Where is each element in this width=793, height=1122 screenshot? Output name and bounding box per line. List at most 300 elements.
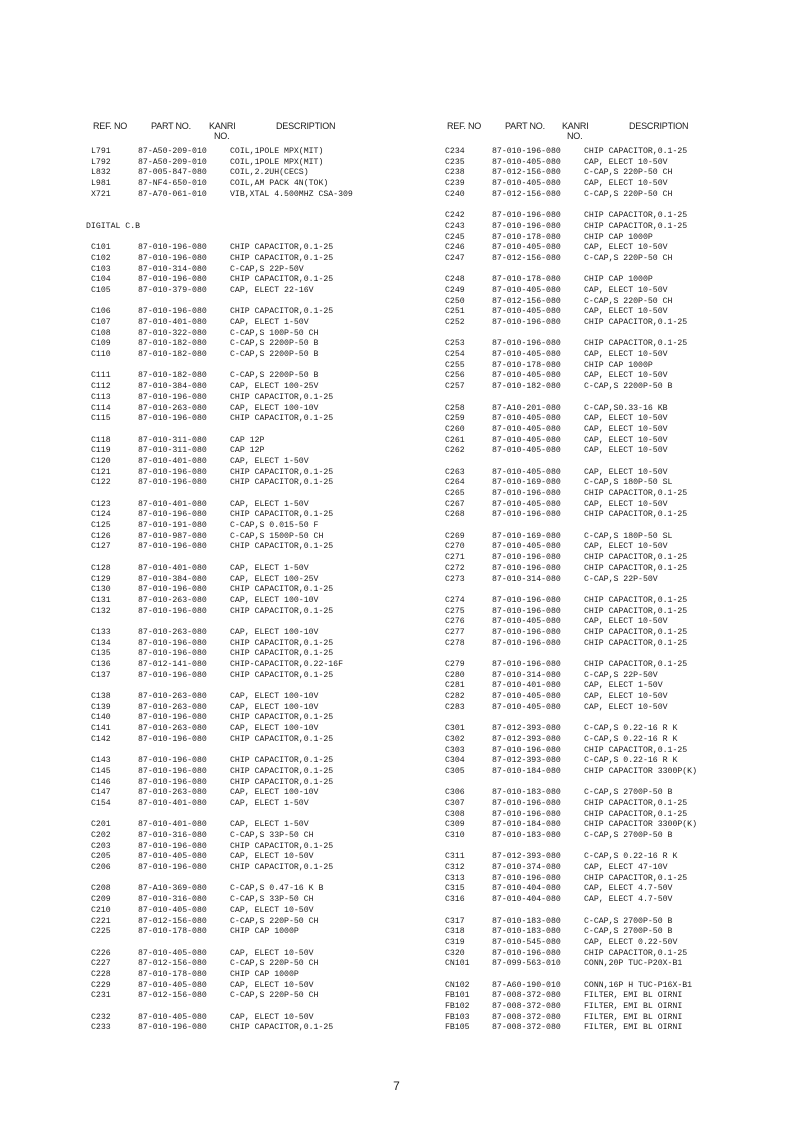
parts-row bbox=[445, 500, 765, 511]
description-cell: CAP, ELECT 1-50V bbox=[230, 820, 309, 830]
part-no-cell: 87-012-156-080 bbox=[138, 959, 207, 969]
ref-no-cell: C126 bbox=[91, 531, 111, 541]
part-no-cell: 87-010-545-080 bbox=[492, 937, 561, 947]
parts-row bbox=[91, 521, 411, 532]
part-no-cell: 87-008-372-080 bbox=[492, 991, 561, 1001]
ref-no-cell: C320 bbox=[445, 948, 465, 958]
description-cell: CHIP CAP 1000P bbox=[584, 360, 653, 370]
description-cell: CAP, ELECT 10-50V bbox=[584, 692, 668, 702]
parts-row bbox=[91, 884, 411, 895]
description-cell: CAP, ELECT 47-10V bbox=[584, 863, 668, 873]
part-no-cell: 87-010-182-080 bbox=[138, 350, 207, 360]
description-cell: C-CAP,S 2700P-50 B bbox=[584, 927, 673, 937]
part-no-cell: 87-010-184-080 bbox=[492, 766, 561, 776]
ref-no-cell: C305 bbox=[445, 766, 465, 776]
parts-row bbox=[91, 500, 411, 511]
part-no-cell: 87-010-401-080 bbox=[138, 456, 207, 466]
parts-row bbox=[445, 681, 765, 692]
description-cell: CHIP CAPACITOR,0.1-25 bbox=[230, 756, 334, 766]
row-spacer bbox=[445, 649, 765, 660]
description-cell: FILTER, EMI BL OIRNI bbox=[584, 991, 683, 1001]
description-cell: CONN,16P H TUC-P16X-B1 bbox=[584, 980, 693, 990]
part-no-cell: 87-010-405-080 bbox=[492, 435, 561, 445]
ref-no-cell: C146 bbox=[91, 777, 111, 787]
description-cell: CHIP CAPACITOR,0.1-25 bbox=[584, 745, 688, 755]
description-cell: C-CAP,S 33P-50 CH bbox=[230, 895, 314, 905]
ref-no-cell: C125 bbox=[91, 521, 111, 531]
parts-row bbox=[445, 564, 765, 575]
part-no-cell: 87-012-156-080 bbox=[492, 253, 561, 263]
parts-row bbox=[91, 1013, 411, 1024]
ref-no-cell: C280 bbox=[445, 670, 465, 680]
part-no-cell: 87-010-314-080 bbox=[492, 574, 561, 584]
parts-row bbox=[91, 339, 411, 350]
ref-no-cell: C250 bbox=[445, 296, 465, 306]
description-cell: CAP, ELECT 10-50V bbox=[584, 414, 668, 424]
description-cell: C-CAP,S 22P-50V bbox=[584, 574, 658, 584]
ref-no-cell: C268 bbox=[445, 510, 465, 520]
description-cell: CAP, ELECT 100-10V bbox=[230, 692, 319, 702]
part-no-cell: 87-010-405-080 bbox=[492, 499, 561, 509]
ref-no-cell: C136 bbox=[91, 660, 111, 669]
ref-no-cell: C105 bbox=[91, 285, 111, 295]
parts-row bbox=[91, 350, 411, 361]
description-cell: CAP, ELECT 1-50V bbox=[584, 681, 663, 691]
part-no-cell: 87-010-405-080 bbox=[492, 467, 561, 477]
ref-no-cell: C269 bbox=[445, 531, 465, 541]
header-part-no: PART NO. bbox=[505, 121, 545, 131]
ref-no-cell: C281 bbox=[445, 681, 465, 691]
parts-row bbox=[445, 874, 765, 885]
ref-no-cell: C254 bbox=[445, 350, 465, 360]
ref-no-cell: C271 bbox=[445, 553, 465, 563]
ref-no-cell: C309 bbox=[445, 820, 465, 830]
header-description: DESCRIPTION bbox=[629, 121, 689, 131]
part-no-cell: 87-010-196-080 bbox=[138, 766, 207, 776]
parts-row bbox=[445, 222, 765, 233]
part-no-cell: 87-010-405-080 bbox=[492, 414, 561, 424]
description-cell: CHIP CAPACITOR,0.1-25 bbox=[584, 809, 688, 819]
ref-no-cell: C307 bbox=[445, 798, 465, 808]
description-cell: CHIP CAPACITOR,0.1-25 bbox=[230, 766, 334, 776]
row-spacer bbox=[91, 810, 411, 821]
ref-no-cell: C106 bbox=[91, 307, 111, 317]
description-cell: C-CAP,S0.33-16 KB bbox=[584, 403, 668, 413]
parts-row bbox=[445, 617, 765, 628]
part-no-cell: 87-010-178-080 bbox=[138, 969, 207, 979]
parts-row bbox=[445, 286, 765, 297]
part-no-cell: 87-010-196-080 bbox=[492, 318, 561, 327]
ref-no-cell: C273 bbox=[445, 574, 465, 584]
parts-row bbox=[91, 639, 411, 650]
part-no-cell: 87-010-314-080 bbox=[138, 264, 207, 274]
ref-no-cell: C265 bbox=[445, 489, 465, 498]
parts-row bbox=[445, 788, 765, 799]
part-no-cell: 87-010-405-080 bbox=[138, 1012, 207, 1022]
ref-no-cell: C104 bbox=[91, 275, 111, 285]
header-kanri: KANRI bbox=[562, 121, 589, 131]
ref-no-cell: C282 bbox=[445, 692, 465, 702]
description-cell: CHIP CAPACITOR,0.1-25 bbox=[230, 542, 334, 552]
parts-row bbox=[445, 339, 765, 350]
parts-row bbox=[91, 457, 411, 468]
row-spacer bbox=[91, 938, 411, 949]
description-cell: CAP, ELECT 1-50V bbox=[230, 318, 309, 327]
ref-no-cell: C143 bbox=[91, 756, 111, 766]
parts-row bbox=[445, 981, 765, 992]
ref-no-cell: C303 bbox=[445, 745, 465, 755]
part-no-cell: 87-010-196-080 bbox=[492, 627, 561, 637]
parts-row bbox=[445, 211, 765, 222]
description-cell: CHIP CAPACITOR,0.1-25 bbox=[584, 553, 688, 563]
description-cell: CAP, ELECT 10-50V bbox=[230, 948, 314, 958]
part-no-cell: 87-010-196-080 bbox=[138, 756, 207, 766]
parts-row bbox=[445, 446, 765, 457]
part-no-cell: 87-010-405-080 bbox=[138, 905, 207, 915]
ref-no-cell: C201 bbox=[91, 820, 111, 830]
ref-no-cell: C202 bbox=[91, 831, 111, 840]
parts-row bbox=[91, 585, 411, 596]
part-no-cell: 87-A60-190-010 bbox=[492, 980, 561, 990]
ref-no-cell: CN102 bbox=[445, 980, 470, 990]
description-cell: C-CAP,S 33P-50 CH bbox=[230, 831, 314, 840]
ref-no-cell: C103 bbox=[91, 264, 111, 274]
ref-no-cell: C256 bbox=[445, 371, 465, 381]
part-no-cell: 87-010-314-080 bbox=[492, 670, 561, 680]
description-cell: CHIP CAPACITOR,0.1-25 bbox=[230, 649, 334, 659]
parts-row bbox=[91, 692, 411, 703]
description-cell: CHIP CAPACITOR,0.1-25 bbox=[230, 510, 334, 520]
part-no-cell: 87-010-196-080 bbox=[138, 841, 207, 851]
parts-row bbox=[91, 927, 411, 938]
parts-row bbox=[91, 243, 411, 254]
parts-row bbox=[445, 414, 765, 425]
part-no-cell: 87-010-196-080 bbox=[492, 563, 561, 573]
parts-row bbox=[91, 158, 411, 169]
part-no-cell: 87-010-183-080 bbox=[492, 927, 561, 937]
ref-no-cell: C130 bbox=[91, 585, 111, 595]
parts-row bbox=[91, 168, 411, 179]
part-no-cell: 87-010-405-080 bbox=[138, 980, 207, 990]
ref-no-cell: C261 bbox=[445, 435, 465, 445]
ref-no-cell: C317 bbox=[445, 916, 465, 926]
ref-no-cell: C140 bbox=[91, 713, 111, 723]
ref-no-cell: FB101 bbox=[445, 991, 470, 1001]
description-cell: CHIP CAPACITOR,0.1-25 bbox=[230, 414, 334, 424]
header-ref-no: REF. NO bbox=[93, 121, 128, 131]
part-no-cell: 87-010-405-080 bbox=[492, 702, 561, 712]
part-no-cell: 87-010-401-080 bbox=[138, 798, 207, 808]
parts-row bbox=[445, 478, 765, 489]
parts-row bbox=[91, 286, 411, 297]
ref-no-cell: C257 bbox=[445, 382, 465, 392]
part-no-cell: 87-010-196-080 bbox=[138, 734, 207, 744]
ref-no-cell: C310 bbox=[445, 831, 465, 840]
row-spacer bbox=[91, 553, 411, 564]
section-title: DIGITAL C.B bbox=[86, 221, 141, 231]
description-cell: C-CAP,S 220P-50 CH bbox=[584, 296, 673, 306]
part-no-cell: 87-010-196-080 bbox=[138, 585, 207, 595]
ref-no-cell: FB105 bbox=[445, 1023, 470, 1033]
ref-no-cell: C119 bbox=[91, 446, 111, 456]
part-no-cell: 87-010-263-080 bbox=[138, 627, 207, 637]
parts-row bbox=[445, 404, 765, 415]
part-no-cell: 87-005-847-080 bbox=[138, 168, 207, 178]
parts-row bbox=[91, 863, 411, 874]
description-cell: C-CAP,S 1500P-50 CH bbox=[230, 531, 324, 541]
part-no-cell: 87-010-196-080 bbox=[138, 606, 207, 616]
part-no-cell: 87-A50-209-010 bbox=[138, 147, 207, 156]
description-cell: C-CAP,S 22P-50V bbox=[230, 264, 304, 274]
part-no-cell: 87-010-401-080 bbox=[138, 499, 207, 509]
part-no-cell: 87-010-182-080 bbox=[138, 371, 207, 381]
ref-no-cell: C112 bbox=[91, 382, 111, 392]
row-spacer bbox=[445, 329, 765, 340]
part-no-cell: 87-010-196-080 bbox=[492, 660, 561, 669]
description-cell: CAP, ELECT 10-50V bbox=[584, 499, 668, 509]
part-no-cell: 87-010-196-080 bbox=[138, 275, 207, 285]
row-spacer bbox=[445, 521, 765, 532]
description-cell: COIL,2.2UH(CECS) bbox=[230, 168, 309, 178]
parts-row bbox=[445, 254, 765, 265]
part-no-cell: 87-010-196-080 bbox=[492, 745, 561, 755]
description-cell: CAP, ELECT 10-50V bbox=[230, 905, 314, 915]
ref-no-cell: C113 bbox=[91, 392, 111, 402]
description-cell: C-CAP,S 0.22-16 R K bbox=[584, 734, 678, 744]
parts-row bbox=[91, 318, 411, 329]
parts-row bbox=[445, 607, 765, 618]
part-no-cell: 87-012-393-080 bbox=[492, 734, 561, 744]
parts-row bbox=[445, 927, 765, 938]
ref-no-cell: C154 bbox=[91, 798, 111, 808]
description-cell: C-CAP,S 22P-50V bbox=[584, 670, 658, 680]
description-cell: VIB,XTAL 4.500MHZ CSA-309 bbox=[230, 189, 353, 199]
part-no-cell: 87-010-263-080 bbox=[138, 403, 207, 413]
description-cell: CHIP CAPACITOR,0.1-25 bbox=[584, 638, 688, 648]
parts-row bbox=[91, 436, 411, 447]
description-cell: CAP 12P bbox=[230, 435, 265, 445]
parts-row bbox=[445, 660, 765, 671]
description-cell: CHIP CAPACITOR,0.1-25 bbox=[584, 798, 688, 808]
part-no-cell: 87-010-182-080 bbox=[138, 339, 207, 349]
parts-row bbox=[445, 628, 765, 639]
parts-row bbox=[91, 756, 411, 767]
row-spacer bbox=[445, 585, 765, 596]
parts-row bbox=[445, 756, 765, 767]
ref-no-cell: C247 bbox=[445, 253, 465, 263]
row-spacer bbox=[445, 713, 765, 724]
description-cell: FILTER, EMI BL OIRNI bbox=[584, 1002, 683, 1011]
description-cell: C-CAP,S 0.22-16 R K bbox=[584, 852, 678, 862]
part-no-cell: 87-010-182-080 bbox=[492, 382, 561, 392]
parts-row bbox=[445, 425, 765, 436]
parts-row bbox=[445, 532, 765, 543]
parts-row bbox=[445, 703, 765, 714]
parts-row bbox=[91, 468, 411, 479]
ref-no-cell: C301 bbox=[445, 724, 465, 734]
parts-row bbox=[91, 275, 411, 286]
part-no-cell: 87-NF4-650-010 bbox=[138, 179, 207, 189]
description-cell: CAP, ELECT 10-50V bbox=[584, 435, 668, 445]
part-no-cell: 87-012-156-080 bbox=[492, 168, 561, 178]
parts-row bbox=[445, 810, 765, 821]
parts-row bbox=[445, 371, 765, 382]
part-no-cell: 87-010-196-080 bbox=[492, 798, 561, 808]
row-spacer bbox=[445, 200, 765, 211]
description-cell: COIL,1POLE MPX(MIT) bbox=[230, 147, 324, 156]
ref-no-cell: C277 bbox=[445, 627, 465, 637]
part-no-cell: 87-010-196-080 bbox=[138, 670, 207, 680]
part-no-cell: 87-010-196-080 bbox=[492, 339, 561, 349]
ref-no-cell: C111 bbox=[91, 371, 111, 381]
description-cell: CHIP CAP 1000P bbox=[584, 275, 653, 285]
description-cell: CAP, ELECT 10-50V bbox=[584, 467, 668, 477]
parts-row bbox=[445, 297, 765, 308]
ref-no-cell: C138 bbox=[91, 692, 111, 702]
part-no-cell: 87-010-196-080 bbox=[492, 489, 561, 498]
description-cell: CAP, ELECT 10-50V bbox=[584, 542, 668, 552]
description-cell: CAP, ELECT 100-10V bbox=[230, 627, 319, 637]
part-no-cell: 87-010-183-080 bbox=[492, 916, 561, 926]
part-no-cell: 87-010-196-080 bbox=[138, 253, 207, 263]
ref-no-cell: L981 bbox=[91, 179, 111, 189]
section-heading bbox=[86, 221, 411, 233]
part-no-cell: 87-010-196-080 bbox=[492, 606, 561, 616]
parts-row bbox=[91, 788, 411, 799]
row-spacer bbox=[445, 265, 765, 276]
part-no-cell: 87-A50-209-010 bbox=[138, 157, 207, 167]
ref-no-cell: C259 bbox=[445, 414, 465, 424]
parts-row bbox=[91, 393, 411, 404]
ref-no-cell: C238 bbox=[445, 168, 465, 178]
ref-no-cell: C102 bbox=[91, 253, 111, 263]
parts-row bbox=[445, 1002, 765, 1013]
part-no-cell: 87-012-393-080 bbox=[492, 724, 561, 734]
ref-no-cell: C304 bbox=[445, 756, 465, 766]
description-cell: CAP, ELECT 100-25V bbox=[230, 574, 319, 584]
description-cell: CAP, ELECT 10-50V bbox=[230, 852, 314, 862]
parts-row bbox=[445, 596, 765, 607]
description-cell: CHIP CAPACITOR,0.1-25 bbox=[230, 253, 334, 263]
description-cell: CHIP CAPACITOR,0.1-25 bbox=[584, 211, 688, 221]
ref-no-cell: C203 bbox=[91, 841, 111, 851]
part-no-cell: 87-010-196-080 bbox=[492, 147, 561, 156]
part-no-cell: 87-010-196-080 bbox=[138, 1023, 207, 1033]
row-spacer bbox=[445, 906, 765, 917]
part-no-cell: 87-010-196-080 bbox=[138, 542, 207, 552]
parts-row bbox=[91, 542, 411, 553]
ref-no-cell: C270 bbox=[445, 542, 465, 552]
description-cell: CHIP CAPACITOR,0.1-25 bbox=[230, 275, 334, 285]
parts-row bbox=[91, 307, 411, 318]
parts-row bbox=[91, 991, 411, 1002]
description-cell: COIL,AM PACK 4N(TOK) bbox=[230, 179, 329, 189]
ref-no-cell: C227 bbox=[91, 959, 111, 969]
description-cell: CAP, ELECT 100-25V bbox=[230, 382, 319, 392]
part-no-cell: 87-010-184-080 bbox=[492, 820, 561, 830]
parts-row bbox=[91, 831, 411, 842]
parts-row bbox=[91, 660, 411, 671]
ref-no-cell: C121 bbox=[91, 467, 111, 477]
row-spacer bbox=[91, 617, 411, 628]
row-spacer bbox=[91, 1002, 411, 1013]
ref-no-cell: C302 bbox=[445, 734, 465, 744]
parts-row bbox=[91, 446, 411, 457]
parts-row bbox=[445, 735, 765, 746]
ref-no-cell: C142 bbox=[91, 734, 111, 744]
part-no-cell: 87-010-263-080 bbox=[138, 788, 207, 798]
part-no-cell: 87-010-196-080 bbox=[492, 510, 561, 520]
parts-row bbox=[91, 371, 411, 382]
row-spacer bbox=[91, 361, 411, 372]
part-no-cell: 87-010-263-080 bbox=[138, 702, 207, 712]
ref-no-cell: C251 bbox=[445, 307, 465, 317]
parts-row bbox=[91, 510, 411, 521]
page-number: 7 bbox=[393, 1079, 400, 1093]
description-cell: CAP, ELECT 100-10V bbox=[230, 788, 319, 798]
parts-row bbox=[91, 778, 411, 789]
parts-row bbox=[445, 831, 765, 842]
part-no-cell: 87-008-372-080 bbox=[492, 1002, 561, 1011]
description-cell: C-CAP,S 220P-50 CH bbox=[584, 253, 673, 263]
part-no-cell: 87-010-404-080 bbox=[492, 884, 561, 894]
ref-no-cell: C131 bbox=[91, 595, 111, 605]
part-no-cell: 87-010-405-080 bbox=[138, 852, 207, 862]
part-no-cell: 87-010-401-080 bbox=[138, 563, 207, 573]
description-cell: C-CAP,S 2700P-50 B bbox=[584, 788, 673, 798]
ref-no-cell: L832 bbox=[91, 168, 111, 178]
ref-no-cell: C249 bbox=[445, 285, 465, 295]
ref-no-cell: C264 bbox=[445, 478, 465, 488]
part-no-cell: 87-012-156-080 bbox=[138, 991, 207, 1001]
description-cell: C-CAP,S 180P-50 SL bbox=[584, 478, 673, 488]
part-no-cell: 87-010-196-080 bbox=[138, 510, 207, 520]
ref-no-cell: C127 bbox=[91, 542, 111, 552]
header-ref-no: REF. NO bbox=[447, 121, 482, 131]
ref-no-cell: C313 bbox=[445, 873, 465, 883]
part-no-cell: 87-010-405-080 bbox=[492, 307, 561, 317]
parts-row bbox=[445, 575, 765, 586]
description-cell: CAP, ELECT 10-50V bbox=[584, 702, 668, 712]
parts-row bbox=[445, 746, 765, 757]
description-cell: CAP, ELECT 10-50V bbox=[584, 243, 668, 253]
ref-no-cell: C248 bbox=[445, 275, 465, 285]
ref-no-cell: C205 bbox=[91, 852, 111, 862]
description-cell: CHIP CAPACITOR,0.1-25 bbox=[230, 392, 334, 402]
parts-row bbox=[91, 713, 411, 724]
parts-row bbox=[91, 724, 411, 735]
parts-row bbox=[91, 382, 411, 393]
part-no-cell: 87-008-372-080 bbox=[492, 1023, 561, 1033]
description-cell: C-CAP,S 2200P-50 B bbox=[230, 339, 319, 349]
part-no-cell: 87-012-156-080 bbox=[138, 916, 207, 926]
part-no-cell: 87-010-196-080 bbox=[138, 649, 207, 659]
parts-row bbox=[91, 414, 411, 425]
description-cell: CONN,20P TUC-P20X-B1 bbox=[584, 959, 683, 969]
parts-row bbox=[445, 318, 765, 329]
ref-no-cell: C245 bbox=[445, 232, 465, 242]
part-no-cell: 87-010-263-080 bbox=[138, 595, 207, 605]
ref-no-cell: C124 bbox=[91, 510, 111, 520]
parts-row bbox=[91, 190, 411, 201]
part-no-cell: 87-010-405-080 bbox=[492, 285, 561, 295]
ref-no-cell: C231 bbox=[91, 991, 111, 1001]
ref-no-cell: C240 bbox=[445, 189, 465, 199]
ref-no-cell: C226 bbox=[91, 948, 111, 958]
header-part-no: PART NO. bbox=[151, 121, 191, 131]
row-spacer bbox=[445, 778, 765, 789]
row-spacer bbox=[445, 970, 765, 981]
